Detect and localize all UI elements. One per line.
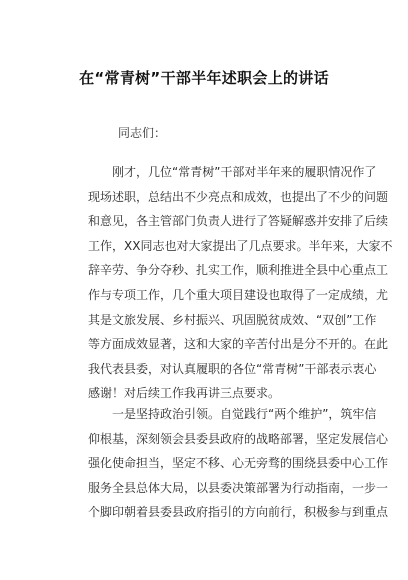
paragraph-line: 我代表县委，对认真履职的各位“常青树”干部表示衷心 bbox=[88, 361, 377, 376]
paragraph-line: 一是坚持政治引领。自觉践行“两个维护”，筑牢信 bbox=[88, 407, 377, 421]
paragraph-line: 其是文旅发展、乡村振兴、巩固脱贫成效、“双创”工作 bbox=[88, 312, 377, 327]
paragraph-line: 强化使命担当，坚定不移、心无旁骛的围绕县委中心工作 bbox=[88, 456, 389, 471]
paragraph-line: 和意见，各主管部门负责人进行了答疑解惑并安排了后续 bbox=[88, 214, 389, 229]
paragraph-line: 等方面成效显著，这和大家的辛苦付出是分不开的。在此 bbox=[88, 337, 389, 352]
paragraph-line: 服务全县总体大局，以县委决策部署为行动指南，一步一 bbox=[88, 480, 389, 495]
paragraph-line: 感谢！对后续工作我再讲三点要求。 bbox=[88, 386, 281, 401]
salutation: 同志们： bbox=[118, 126, 167, 140]
paragraph-2 bbox=[88, 402, 389, 525]
paragraph-1 bbox=[88, 160, 393, 406]
paragraph-line: 个脚印朝着县委县政府指引的方向前行，积极参与到重点 bbox=[88, 505, 389, 520]
paragraph-line: 辞辛劳、争分夺秒、扎实工作，顺利推进全县中心重点工 bbox=[88, 263, 389, 278]
paragraph-line: 现场述职，总结出不少亮点和成效，也提出了不少的问题 bbox=[88, 189, 389, 204]
paragraph-line: 仰根基，深刻领会县委县政府的战略部署，坚定发展信心 bbox=[88, 431, 389, 446]
paragraph-line: 作与专项工作，几个重大项目建设也取得了一定成绩，尤 bbox=[88, 287, 389, 302]
paragraph-line: 刚才，几位“常青树”干部对半年来的履职情况作了 bbox=[88, 165, 377, 179]
paragraph-line: 工作，XX同志也对大家提出了几点要求。半年来，大家不 bbox=[88, 238, 393, 253]
document-title: 在“常青树”干部半年述职会上的讲话 bbox=[79, 69, 329, 87]
